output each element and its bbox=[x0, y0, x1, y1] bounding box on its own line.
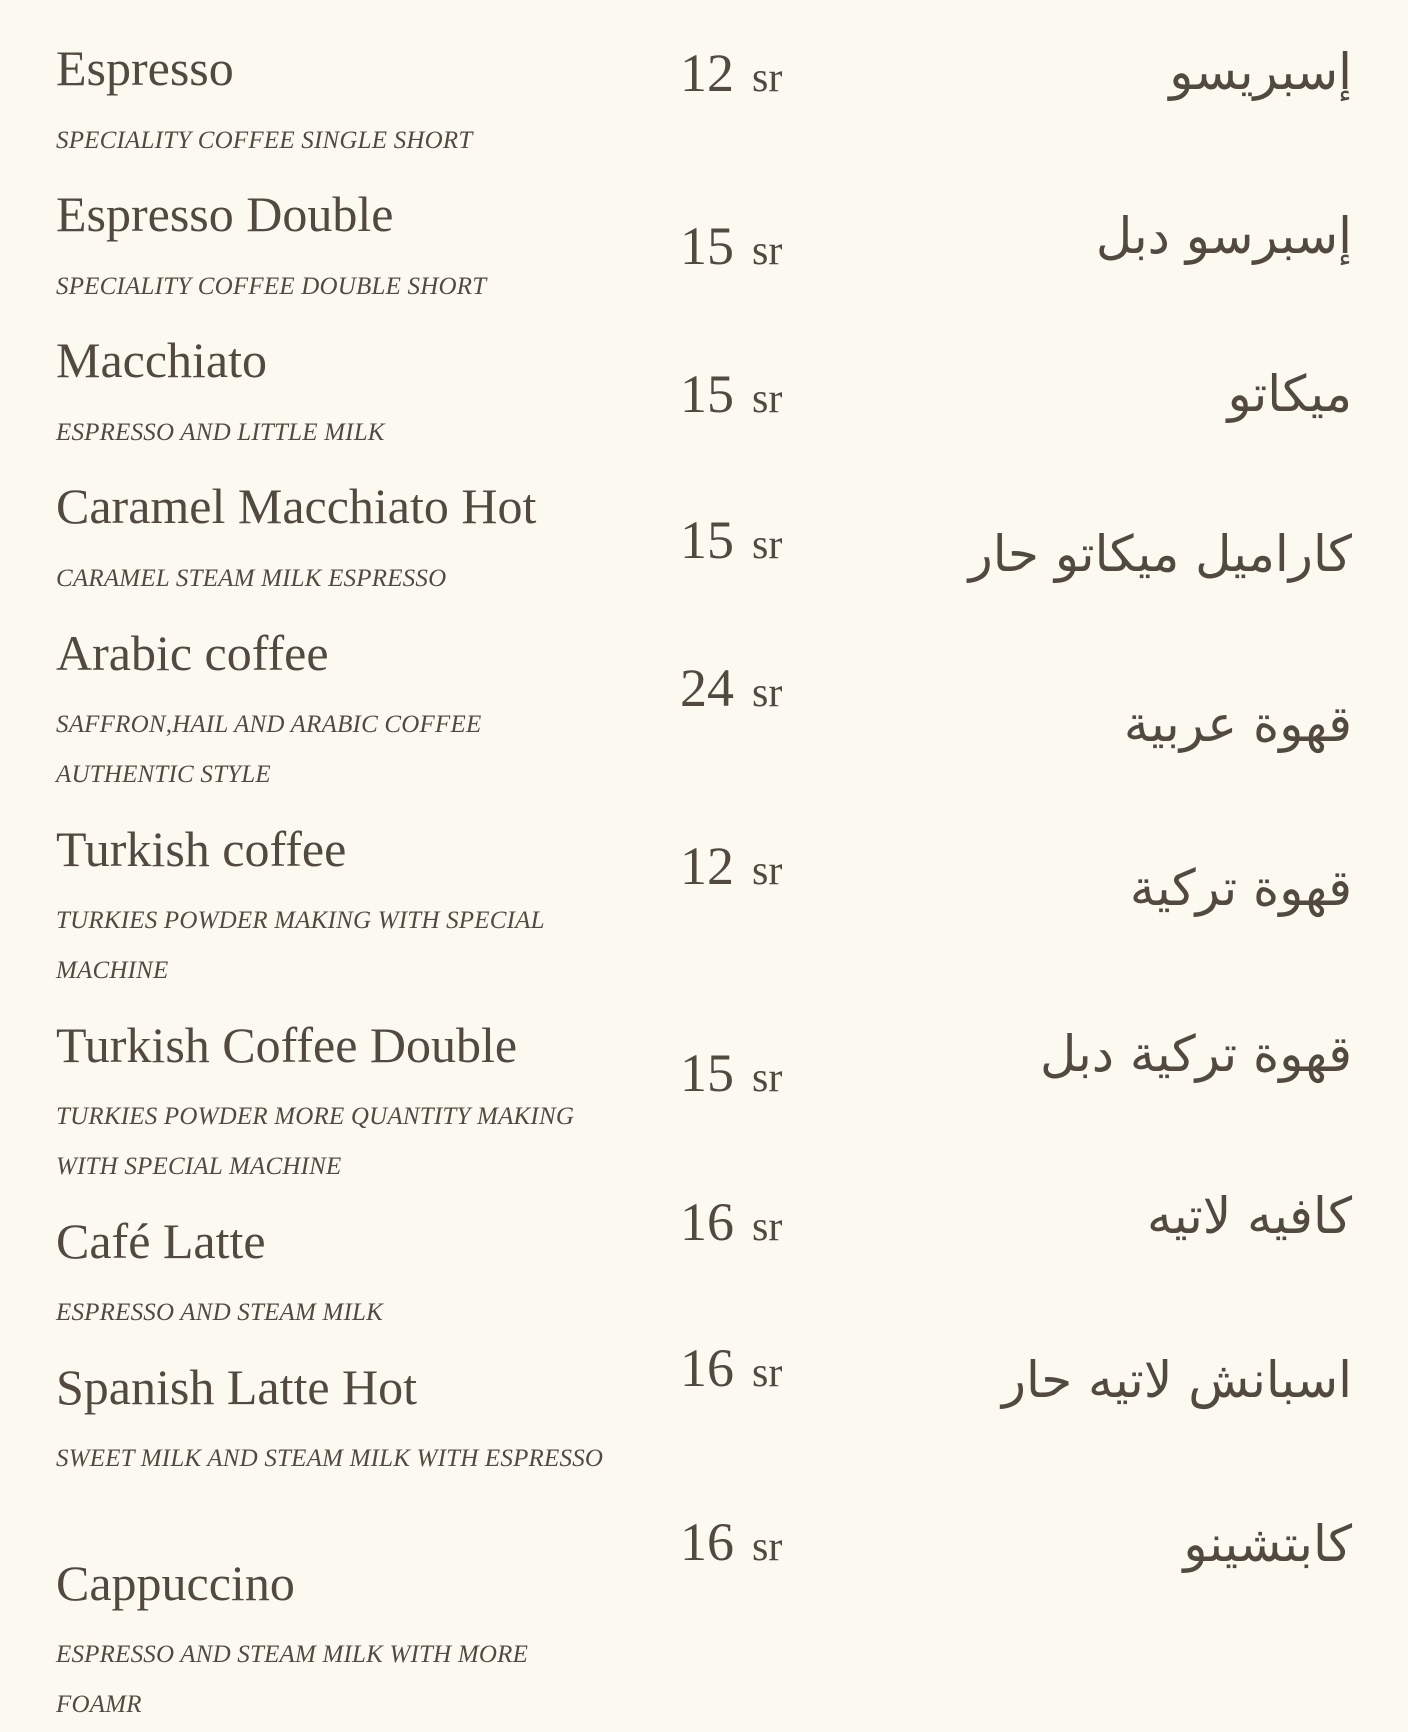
price-value: 24 bbox=[680, 658, 734, 718]
item-desc-espresso: SPECIALITY COFFEE SINGLE SHORT bbox=[56, 127, 473, 154]
price-value: 15 bbox=[680, 216, 734, 276]
price-currency: sr bbox=[752, 1350, 783, 1396]
item-name-arabic: قهوة تركية دبل bbox=[1039, 1025, 1352, 1083]
item-desc-cappuccino: ESPRESSO AND STEAM MILK WITH MORE FOAMR bbox=[56, 1641, 529, 1718]
price-value: 15 bbox=[680, 1043, 734, 1103]
item-name-turkish-coffee-double[interactable]: Turkish Coffee Double bbox=[56, 1017, 518, 1073]
price-currency: sr bbox=[752, 1204, 783, 1250]
item-name-arabic: كابتشينو bbox=[1183, 1515, 1352, 1573]
price-value: 16 bbox=[680, 1338, 734, 1398]
price-currency: sr bbox=[752, 228, 783, 274]
item-name-turkish-coffee[interactable]: Turkish coffee bbox=[56, 821, 347, 877]
item-desc-arabic-coffee: SAFFRON,HAIL AND ARABIC COFFEE AUTHENTIC STYLE bbox=[56, 711, 482, 788]
price-value: 15 bbox=[680, 510, 734, 570]
item-name-cafe-latte[interactable]: Café Latte bbox=[56, 1213, 266, 1269]
item-desc-turkish-coffee: TURKIES POWDER MAKING WITH SPECIAL MACHINE bbox=[56, 907, 545, 984]
price-value: 12 bbox=[680, 43, 734, 103]
item-desc-macchiato: ESPRESSO AND LITTLE MILK bbox=[56, 419, 385, 446]
item-name-arabic: كافيه لاتيه bbox=[1146, 1187, 1352, 1245]
item-name-macchiato[interactable]: Macchiato bbox=[56, 332, 268, 388]
item-name-arabic: قهوة عربية bbox=[1123, 695, 1352, 753]
item-desc-caramel-macchiato-hot: CARAMEL STEAM MILK ESPRESSO bbox=[56, 565, 447, 592]
item-desc-espresso-double: SPECIALITY COFFEE DOUBLE SHORT bbox=[56, 273, 487, 300]
item-desc-cafe-latte: ESPRESSO AND STEAM MILK bbox=[56, 1299, 384, 1326]
price-currency: sr bbox=[752, 848, 783, 894]
price-value: 16 bbox=[680, 1192, 734, 1252]
price-value: 16 bbox=[680, 1512, 734, 1572]
item-name-arabic: ميكاتو bbox=[1227, 365, 1352, 423]
item-name-arabic-coffee[interactable]: Arabic coffee bbox=[56, 625, 329, 681]
item-name-caramel-macchiato-hot[interactable]: Caramel Macchiato Hot bbox=[56, 478, 537, 534]
price-value: 15 bbox=[680, 364, 734, 424]
item-name-arabic: قهوة تركية bbox=[1129, 859, 1352, 917]
item-name-arabic: إسبرسو دبل bbox=[1095, 207, 1352, 265]
item-name-arabic: اسبانش لاتيه حار bbox=[1001, 1351, 1352, 1409]
price-currency: sr bbox=[752, 670, 783, 716]
item-name-cappuccino[interactable]: Cappuccino bbox=[56, 1555, 295, 1611]
price-currency: sr bbox=[752, 376, 783, 422]
item-name-espresso[interactable]: Espresso bbox=[56, 40, 234, 96]
price-value: 12 bbox=[680, 836, 734, 896]
item-desc-turkish-coffee-double: TURKIES POWDER MORE QUANTITY MAKING WITH SPECIAL MACHINE bbox=[56, 1103, 575, 1180]
price-currency: sr bbox=[752, 522, 783, 568]
item-desc-spanish-latte-hot: SWEET MILK AND STEAM MILK WITH ESPRESSO bbox=[56, 1445, 604, 1472]
price-currency: sr bbox=[752, 55, 783, 101]
price-currency: sr bbox=[752, 1524, 783, 1570]
item-name-spanish-latte-hot[interactable]: Spanish Latte Hot bbox=[56, 1359, 418, 1415]
item-name-arabic: كاراميل ميكاتو حار bbox=[968, 525, 1352, 583]
item-name-arabic: إسبريسو bbox=[1169, 43, 1352, 101]
price-currency: sr bbox=[752, 1055, 783, 1101]
item-name-espresso-double[interactable]: Espresso Double bbox=[56, 186, 394, 242]
